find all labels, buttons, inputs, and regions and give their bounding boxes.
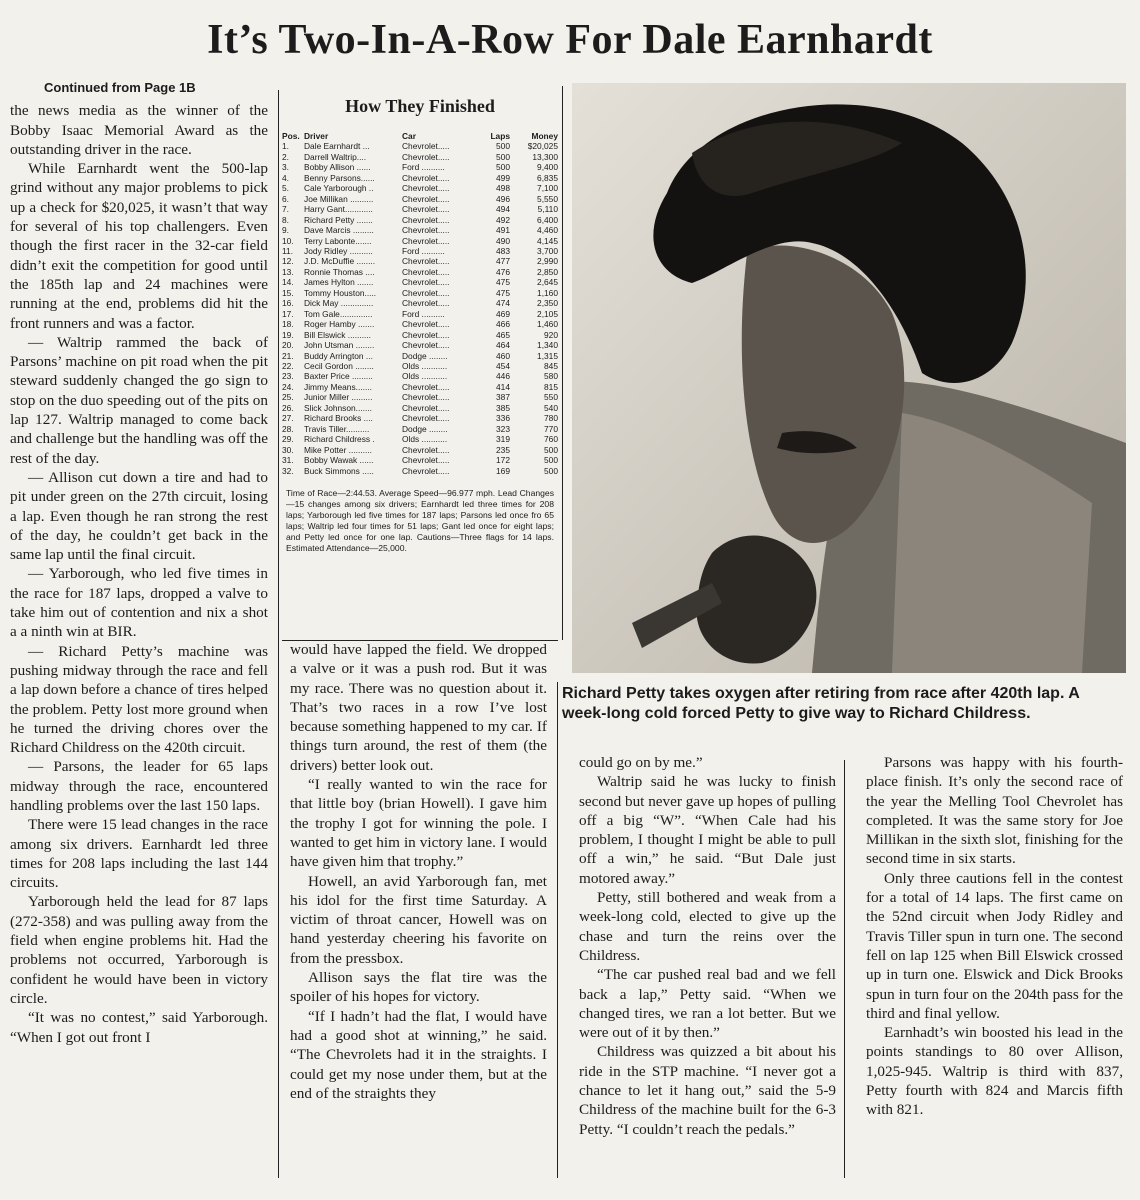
table-row: [282, 152, 558, 162]
results-box: [282, 90, 558, 640]
position-cell: 31.: [282, 455, 294, 466]
table-row: [282, 434, 558, 444]
position-cell: 2.: [282, 151, 289, 162]
table-row: [282, 392, 558, 402]
money-cell: 760: [544, 434, 558, 445]
column-4-paragraphs: [866, 753, 1123, 1120]
driver-cell: Terry Labonte.......: [304, 235, 372, 246]
car-cell: Dodge ........: [402, 350, 448, 361]
table-row: [282, 340, 558, 350]
money-cell: 6,835: [537, 172, 558, 183]
car-cell: Chevrolet.....: [402, 287, 450, 298]
laps-cell: 475: [496, 277, 510, 288]
driver-cell: Joe Millikan ..........: [304, 193, 374, 204]
laps-cell: 499: [496, 172, 510, 183]
article-paragraph: the news media as the winner of the Bobby Isaac Memorial Award as the outstanding driver in the race.: [10, 102, 268, 158]
position-cell: 7.: [282, 204, 289, 215]
driver-cell: Dale Earnhardt ...: [304, 141, 370, 152]
car-cell: Olds ...........: [402, 371, 448, 382]
table-row: [282, 455, 558, 465]
car-cell: Chevrolet.....: [402, 141, 450, 152]
position-cell: 10.: [282, 235, 294, 246]
laps-cell: 496: [496, 193, 510, 204]
driver-cell: Jimmy Means.......: [304, 381, 372, 392]
money-cell: 550: [544, 392, 558, 403]
table-row: [282, 204, 558, 214]
car-cell: Chevrolet.....: [402, 465, 450, 476]
laps-cell: 466: [496, 319, 510, 330]
money-cell: $20,025: [527, 141, 558, 152]
position-cell: 16.: [282, 298, 294, 309]
article-paragraph: Childress was quizzed a bit about his ride in the STP machine. “I never got a chance to let it hang out,” said the 5-9 Childress of the machine built for the 6-3 Petty. “I couldn’t reach the pedals.”: [579, 1043, 836, 1138]
article-column-2: [290, 640, 547, 1103]
article-paragraph: Howell, an avid Yarborough fan, met his idol for the first time Saturday. A victim of throat cancer, Howell was on hand yesterday cheering his favorite on from the pressbox.: [290, 872, 547, 967]
car-cell: Chevrolet.....: [402, 277, 450, 288]
position-cell: 32.: [282, 465, 294, 476]
driver-cell: Slick Johnson.......: [304, 402, 372, 413]
money-cell: 815: [544, 381, 558, 392]
photo-caption: Richard Petty takes oxygen after retiring from race after 420th lap. A week-long cold forced Petty to give way to Richard Childress.: [562, 685, 1080, 722]
driver-cell: Jody Ridley ..........: [304, 245, 373, 256]
position-cell: 9.: [282, 225, 289, 236]
laps-cell: 469: [496, 308, 510, 319]
table-row: [282, 225, 558, 235]
table-row: [282, 288, 558, 298]
money-cell: 2,850: [537, 266, 558, 277]
results-header-row: [282, 131, 558, 141]
driver-cell: Bobby Wawak ......: [304, 455, 374, 466]
car-cell: Chevrolet.....: [402, 266, 450, 277]
laps-cell: 476: [496, 266, 510, 277]
table-row: [282, 256, 558, 266]
laps-cell: 454: [496, 360, 510, 371]
money-cell: 500: [544, 444, 558, 455]
laps-cell: 465: [496, 329, 510, 340]
money-cell: 1,315: [537, 350, 558, 361]
car-cell: Chevrolet.....: [402, 214, 450, 225]
position-cell: 14.: [282, 277, 294, 288]
laps-cell: 491: [496, 225, 510, 236]
table-row: [282, 424, 558, 434]
car-cell: Olds ...........: [402, 360, 448, 371]
money-cell: 500: [544, 455, 558, 466]
laps-cell: 477: [496, 256, 510, 267]
race-summary: Time of Race—2:44.53. Average Speed—96.977 mph. Lead Changes—15 changes among six drivers; Earnhardt led three times for 208 laps; Yarborough led five times for 187 laps; Parsons led once fro 65 laps; Waltrip led four times for 51 laps; Gant led once for eight laps; and Petty led once for one lap. Cautions—Three flags for 14 laps. Estimated Attendance—25,000.: [286, 487, 554, 554]
car-cell: Chevrolet.....: [402, 381, 450, 392]
money-cell: 13,300: [532, 151, 558, 162]
column-2-paragraphs: [290, 640, 547, 1103]
car-cell: Ford ..........: [402, 308, 445, 319]
money-cell: 2,350: [537, 298, 558, 309]
laps-cell: 474: [496, 298, 510, 309]
position-cell: 15.: [282, 287, 294, 298]
laps-cell: 500: [496, 151, 510, 162]
article-paragraph: Earnhadt’s win boosted his lead in the points standings to 80 over Allison, 1,025-945. Waltrip is third with 837, Petty fourth with 824 and Marcis fifth with 821.: [866, 1024, 1123, 1119]
article-paragraph: — Parsons, the leader for 65 laps midway through the race, encountered handling problems over the last 150 laps.: [10, 758, 268, 814]
car-cell: Chevrolet.....: [402, 340, 450, 351]
driver-cell: Buddy Arrington ...: [304, 350, 373, 361]
article-paragraph: — Allison cut down a tire and had to pit under green on the 27th circuit, losing a lap. Even though he ran strong the rest of the day, he couldn’t get back in the same lap until the final circuit.: [10, 468, 268, 564]
driver-cell: Darrell Waltrip....: [304, 151, 367, 162]
car-cell: Olds ...........: [402, 434, 448, 445]
position-cell: 4.: [282, 172, 289, 183]
driver-cell: Harry Gant............: [304, 204, 373, 215]
money-cell: 4,145: [537, 235, 558, 246]
table-row: [282, 319, 558, 329]
laps-cell: 235: [496, 444, 510, 455]
driver-cell: Junior Miller .........: [304, 392, 373, 403]
driver-cell: Roger Hamby .......: [304, 319, 375, 330]
table-row: [282, 309, 558, 319]
position-cell: 25.: [282, 392, 294, 403]
table-row: [282, 466, 558, 476]
article-paragraph: Only three cautions fell in the contest for a total of 14 laps. The first came on the 52nd circuit when Jody Ridley and Travis Tiller spun in turn one. The second fell on lap 125 when Bill Elswick crossed up in turn one. Elswick and Dick Brooks spun in turn four on the 204th pass for the third and final yellow.: [866, 869, 1123, 1022]
money-cell: 5,550: [537, 193, 558, 204]
laps-cell: 464: [496, 340, 510, 351]
car-cell: Chevrolet.....: [402, 204, 450, 215]
table-row: [282, 330, 558, 340]
money-cell: 9,400: [537, 162, 558, 173]
money-cell: 4,460: [537, 225, 558, 236]
driver-cell: Bobby Allison ......: [304, 162, 371, 173]
laps-cell: 172: [496, 455, 510, 466]
position-cell: 24.: [282, 381, 294, 392]
table-row: [282, 371, 558, 381]
car-cell: Chevrolet.....: [402, 183, 450, 194]
table-row: [282, 162, 558, 172]
position-cell: 22.: [282, 360, 294, 371]
driver-cell: Cale Yarborough ..: [304, 183, 374, 194]
position-cell: 13.: [282, 266, 294, 277]
car-cell: Chevrolet.....: [402, 402, 450, 413]
table-row: [282, 236, 558, 246]
driver-cell: Baxter Price .........: [304, 371, 373, 382]
money-cell: 920: [544, 329, 558, 340]
driver-cell: Bill Elswick ..........: [304, 329, 372, 340]
header-car: Car: [402, 131, 416, 141]
car-cell: Chevrolet.....: [402, 235, 450, 246]
rule-col2-col3: [557, 682, 558, 1178]
driver-cell: Dick May ..............: [304, 298, 374, 309]
position-cell: 30.: [282, 444, 294, 455]
header-money: Money: [531, 131, 558, 141]
rule-box-photo: [562, 86, 563, 640]
money-cell: 845: [544, 360, 558, 371]
laps-cell: 494: [496, 204, 510, 215]
table-row: [282, 141, 558, 151]
headline: It’s Two-In-A-Row For Dale Earnhardt: [207, 17, 933, 63]
car-cell: Chevrolet.....: [402, 298, 450, 309]
money-cell: 580: [544, 371, 558, 382]
money-cell: 2,105: [537, 308, 558, 319]
money-cell: 780: [544, 413, 558, 424]
laps-cell: 387: [496, 392, 510, 403]
laps-cell: 498: [496, 183, 510, 194]
column-1-paragraphs: [10, 101, 268, 1047]
money-cell: 1,460: [537, 319, 558, 330]
article-paragraph: “If I hadn’t had the flat, I would have had a good shot at winning,” he said. “The Chevrolets had it in the straights. I could get my nose under them, but at the end of the straights they: [290, 1007, 547, 1102]
car-cell: Chevrolet.....: [402, 319, 450, 330]
driver-cell: Mike Potter ..........: [304, 444, 372, 455]
car-cell: Chevrolet.....: [402, 444, 450, 455]
driver-cell: John Utsman ........: [304, 340, 375, 351]
header-driver: Driver: [304, 131, 329, 141]
money-cell: 770: [544, 423, 558, 434]
table-row: [282, 183, 558, 193]
rule-col3-col4: [844, 760, 845, 1178]
photo-image: [572, 83, 1126, 673]
table-row: [282, 267, 558, 277]
table-row: [282, 246, 558, 256]
car-cell: Chevrolet.....: [402, 392, 450, 403]
car-cell: Chevrolet.....: [402, 151, 450, 162]
article-column-1: [10, 78, 268, 1047]
laps-cell: 336: [496, 413, 510, 424]
rule-col1-col2: [278, 90, 279, 1178]
article-paragraph: Yarborough held the lead for 87 laps (272-358) and was pulling away from the field when engine problems hit. Had the problems not occurred, Yarborough is confident he would have been in victory circle.: [10, 893, 268, 1007]
money-cell: 1,160: [537, 287, 558, 298]
driver-cell: Travis Tiller..........: [304, 423, 370, 434]
results-body: [282, 141, 558, 476]
table-row: [282, 382, 558, 392]
driver-cell: J.D. McDuffie ........: [304, 256, 376, 267]
article-paragraph: Parsons was happy with his fourth-place finish. It’s only the second race of the year the Melling Tool Chevrolet has completed. It was the same story for Joe Millikan in the sixth slot, finishing for the second time in six starts.: [866, 754, 1123, 868]
money-cell: 540: [544, 402, 558, 413]
article-paragraph: would have lapped the field. We dropped a valve or it was a push rod. But it was my race. There was no question about it. That’s two races in a row I’ve lost because something happened to my car. If things turn around, the rest of them (the drivers) better look out.: [290, 641, 547, 774]
money-cell: 2,645: [537, 277, 558, 288]
article-paragraph: “It was no contest,” said Yarborough. “When I got out front I: [10, 1009, 268, 1046]
money-cell: 6,400: [537, 214, 558, 225]
driver-cell: Tommy Houston.....: [304, 287, 377, 298]
article-paragraph: — Richard Petty’s machine was pushing midway through the race and fell a lap down before a chance of tires helped the problem. Petty lost more ground when he turned the driving chores over the Richard Childress on the 420th circuit.: [10, 642, 268, 757]
article-paragraph: “I really wanted to win the race for that little boy (brian Howell). I gave him the trophy I got for winning the pole. I wanted to get him in victory lane. I would have given him that trophy.”: [290, 776, 547, 871]
position-cell: 28.: [282, 423, 294, 434]
position-cell: 18.: [282, 319, 294, 330]
article-column-3: [579, 753, 836, 1139]
position-cell: 21.: [282, 350, 294, 361]
table-row: [282, 445, 558, 455]
car-cell: Dodge ........: [402, 423, 448, 434]
laps-cell: 319: [496, 434, 510, 445]
driver-cell: Benny Parsons......: [304, 172, 375, 183]
header-pos: Pos.: [282, 131, 300, 141]
driver-cell: Tom Gale..............: [304, 308, 373, 319]
position-cell: 1.: [282, 141, 289, 152]
article-paragraph: Petty, still bothered and weak from a week-long cold, elected to give up the chase and turn the reins over the Childress.: [579, 889, 836, 964]
car-cell: Ford ..........: [402, 245, 445, 256]
driver-cell: James Hylton .......: [304, 277, 374, 288]
article-paragraph: While Earnhardt went the 500-lap grind without any major problems to pick up a check for $20,025, it wasn’t that way for several of his top challengers. Even though the first racer in the 32-car field didn’t exit the competition for good until the 185th lap and 24 machines were running at the end, problems did hit the front runners and was a factor.: [10, 160, 268, 332]
driver-cell: Cecil Gordon ........: [304, 360, 374, 371]
money-cell: 2,990: [537, 256, 558, 267]
position-cell: 29.: [282, 434, 294, 445]
money-cell: 5,110: [537, 204, 558, 215]
position-cell: 23.: [282, 371, 294, 382]
driver-cell: Richard Petty .......: [304, 214, 373, 225]
article-paragraph: — Yarborough, who led five times in the race for 187 laps, dropped a valve to take him out of contention and nix a shot a a ninth win at BIR.: [10, 565, 268, 641]
article-paragraph: could go on by me.”: [579, 754, 703, 771]
article-paragraph: “The car pushed real bad and we fell back a lap,” Petty said. “When we changed tires, we ran a lot better. But we were out of it by then.”: [579, 966, 836, 1042]
laps-cell: 500: [496, 141, 510, 152]
column-3-paragraphs: [579, 753, 836, 1139]
car-cell: Chevrolet.....: [402, 193, 450, 204]
position-cell: 6.: [282, 193, 289, 204]
table-row: [282, 361, 558, 371]
table-row: [282, 215, 558, 225]
money-cell: 7,100: [537, 183, 558, 194]
car-cell: Chevrolet.....: [402, 225, 450, 236]
article-paragraph: Waltrip said he was lucky to finish second but never gave up hopes of pulling off a big “W”. “When Cale had his problem, I thought I might be able to pull off a win,” he said. “But Dale just motored away.”: [579, 773, 836, 887]
car-cell: Chevrolet.....: [402, 455, 450, 466]
laps-cell: 490: [496, 235, 510, 246]
driver-cell: Richard Childress .: [304, 434, 375, 445]
car-cell: Chevrolet.....: [402, 329, 450, 340]
driver-cell: Buck Simmons .....: [304, 465, 374, 476]
results-table: [282, 131, 558, 476]
laps-cell: 500: [496, 162, 510, 173]
table-row: [282, 277, 558, 287]
position-cell: 27.: [282, 413, 294, 424]
car-cell: Chevrolet.....: [402, 172, 450, 183]
article-paragraph: — Waltrip rammed the back of Parsons’ machine on pit road when the pit steward suddenly changed the go sign to stop on the duo speeding out of the pits on lap 127. Waltrip managed to come back and challenge but the handling was off the rest of the day.: [10, 333, 268, 467]
laps-cell: 385: [496, 402, 510, 413]
position-cell: 26.: [282, 402, 294, 413]
driver-cell: Dave Marcis .........: [304, 225, 374, 236]
table-row: [282, 298, 558, 308]
laps-cell: 414: [496, 381, 510, 392]
position-cell: 20.: [282, 340, 294, 351]
position-cell: 11.: [282, 245, 294, 256]
car-cell: Chevrolet.....: [402, 256, 450, 267]
laps-cell: 323: [496, 423, 510, 434]
table-row: [282, 194, 558, 204]
position-cell: 19.: [282, 329, 294, 340]
photo-richard-petty: [572, 83, 1126, 673]
car-cell: Ford ..........: [402, 162, 445, 173]
driver-cell: Ronnie Thomas ....: [304, 266, 375, 277]
continued-note: Continued from Page 1B: [44, 80, 196, 95]
laps-cell: 460: [496, 350, 510, 361]
article-column-4: [866, 753, 1123, 1120]
article-paragraph: Allison says the flat tire was the spoiler of his hopes for victory.: [290, 969, 547, 1006]
table-row: [282, 351, 558, 361]
money-cell: 500: [544, 465, 558, 476]
results-title: How They Finished: [345, 96, 495, 116]
driver-cell: Richard Brooks ....: [304, 413, 373, 424]
position-cell: 17.: [282, 308, 294, 319]
position-cell: 12.: [282, 256, 294, 267]
laps-cell: 446: [496, 371, 510, 382]
position-cell: 5.: [282, 183, 289, 194]
table-row: [282, 173, 558, 183]
header-laps: Laps: [490, 131, 510, 141]
position-cell: 3.: [282, 162, 289, 173]
table-row: [282, 413, 558, 423]
table-row: [282, 403, 558, 413]
laps-cell: 169: [496, 465, 510, 476]
article-paragraph: There were 15 lead changes in the race among six drivers. Earnhardt led three times for 208 laps including the last 144 circuits.: [10, 816, 268, 892]
car-cell: Chevrolet.....: [402, 413, 450, 424]
position-cell: 8.: [282, 214, 289, 225]
money-cell: 1,340: [537, 340, 558, 351]
money-cell: 3,700: [537, 245, 558, 256]
laps-cell: 475: [496, 287, 510, 298]
laps-cell: 483: [496, 245, 510, 256]
laps-cell: 492: [496, 214, 510, 225]
